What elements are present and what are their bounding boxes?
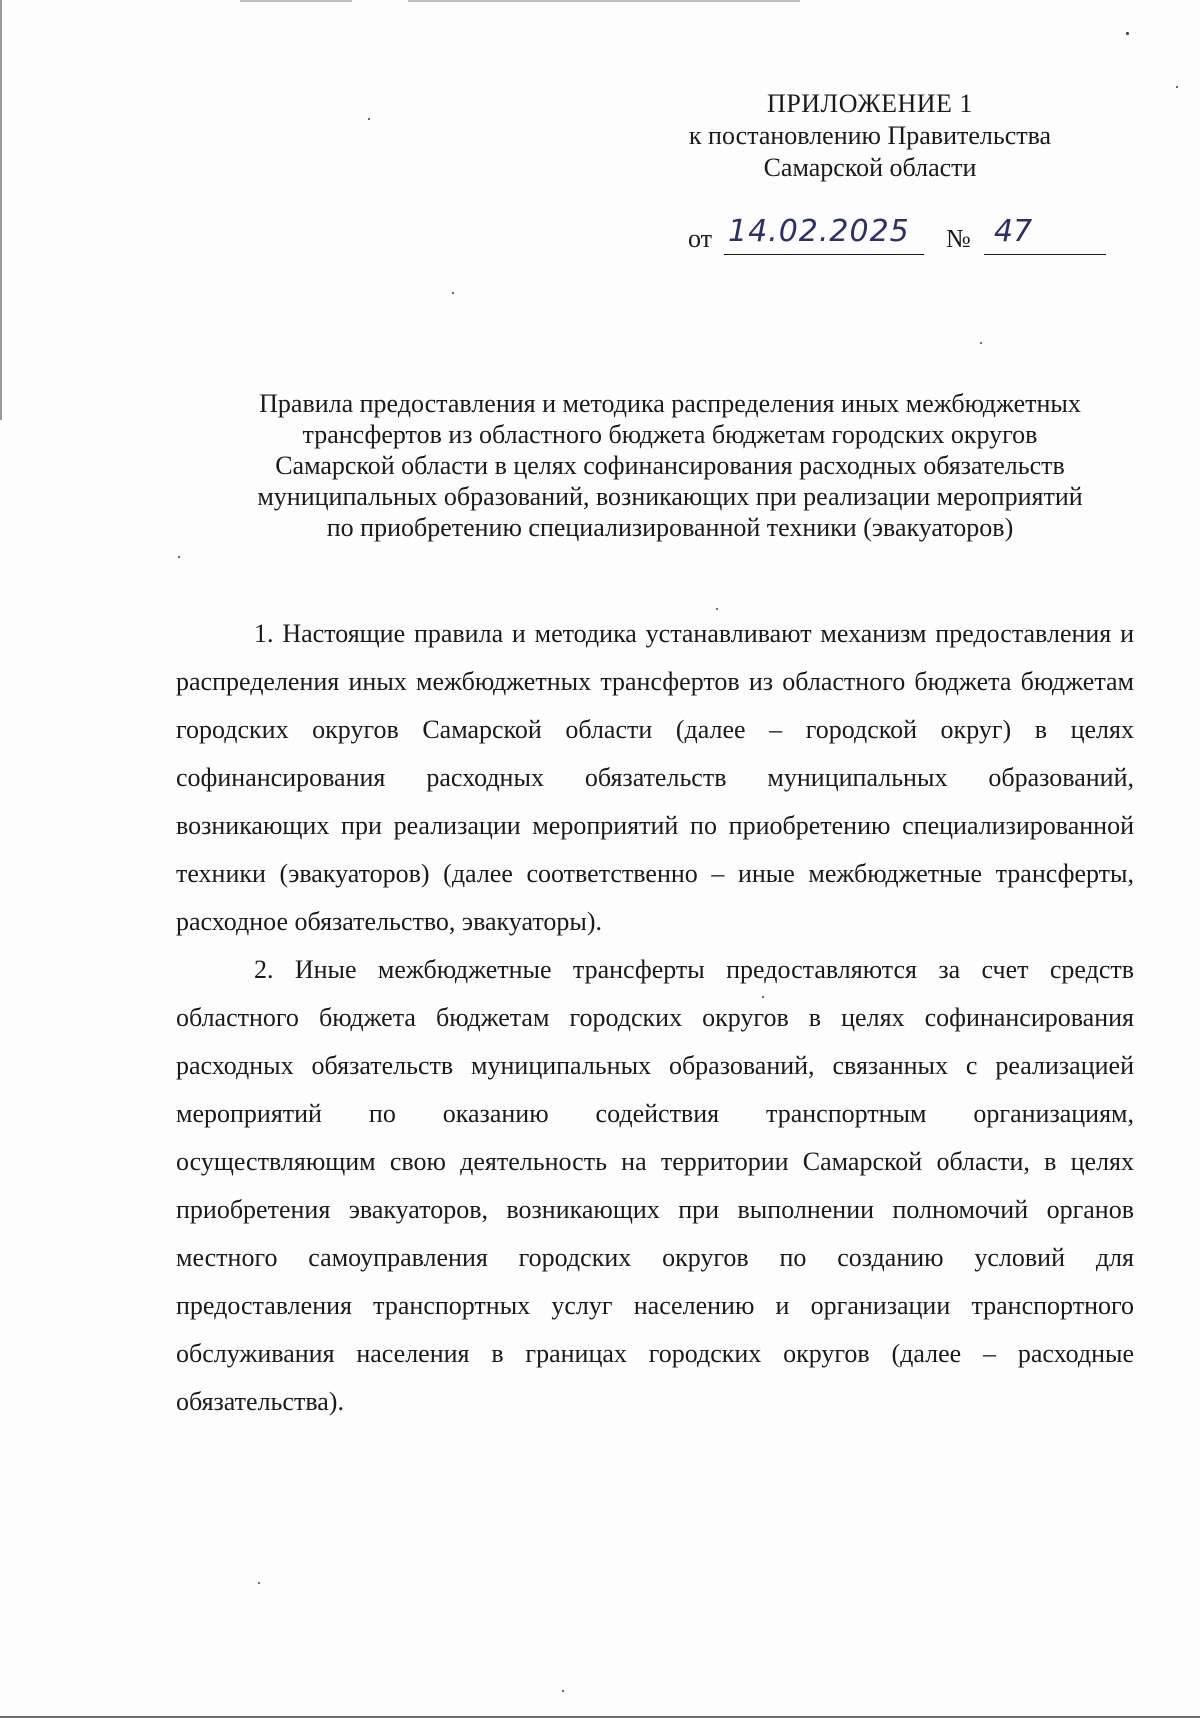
scan-speck: [716, 608, 718, 610]
scan-edge-top: [240, 0, 800, 2]
scan-speck: [562, 1690, 564, 1692]
scan-speck: [452, 292, 454, 294]
handwritten-number: 47: [994, 214, 1033, 249]
date-underline: [724, 254, 924, 255]
appendix-header: [600, 88, 1140, 184]
document-title: [190, 388, 1150, 543]
document-title-line: муниципальных образований, возникающих при реализации мероприятий: [257, 482, 1083, 511]
scan-speck: [178, 556, 180, 558]
document-title-line: Самарской области в целях софинансирования расходных обязательств: [275, 451, 1065, 480]
document-title-line: трансфертов из областного бюджета бюджетам городских округов: [302, 420, 1038, 449]
resolution-date-number: [688, 214, 1108, 264]
appendix-title: ПРИЛОЖЕНИЕ 1: [767, 89, 973, 118]
handwritten-date: 14.02.2025: [728, 214, 910, 249]
number-prefix: №: [946, 224, 971, 253]
scan-speck: [980, 342, 982, 344]
document-title-line: по приобретению специализированной техники (эвакуаторов): [326, 513, 1014, 542]
paragraph-1: 1. Настоящие правила и методика устанавливают механизм предоставления и распределения иных межбюджетных трансфертов из областного бюджета бюджетам городских округов Самарской области (далее – городской округ) в целях софинансирования расходных обязательств муниципальных образований, возникающих при реализации мероприятий по приобретению специализированной техники (эвакуаторов) (далее соответственно – иные межбюджетные трансферты, расходное обязательство, эвакуаторы).: [176, 619, 1134, 936]
scan-speck: [258, 1582, 260, 1584]
scan-speck: [762, 996, 764, 998]
document-body: [176, 610, 1134, 1426]
number-underline: [984, 254, 1106, 255]
scan-speck: [368, 118, 370, 120]
scan-edge-left: [0, 0, 2, 420]
date-prefix: от: [688, 224, 713, 253]
appendix-subtitle-line1: к постановлению Правительства: [688, 121, 1052, 150]
scan-speck: [1176, 86, 1178, 88]
paragraph-2: 2. Иные межбюджетные трансферты предоставляются за счет средств областного бюджета бюджетам городских округов в целях софинансирования расходных обязательств муниципальных образований, связанных с реализацией мероприятий по оказанию содействия транспортным организациям, осуществляющим свою деятельность на территории Самарской области, в целях приобретения эвакуаторов, возникающих при выполнении полномочий органов местного самоуправления городских округов по созданию условий для предоставления транспортных услуг населению и организации транспортного обслуживания населения в границах городских округов (далее – расходные обязательства).: [176, 955, 1134, 1416]
appendix-subtitle-line2: Самарской области: [763, 153, 977, 182]
scan-speck: [1126, 32, 1129, 35]
document-title-line: Правила предоставления и методика распределения иных межбюджетных: [259, 389, 1081, 418]
